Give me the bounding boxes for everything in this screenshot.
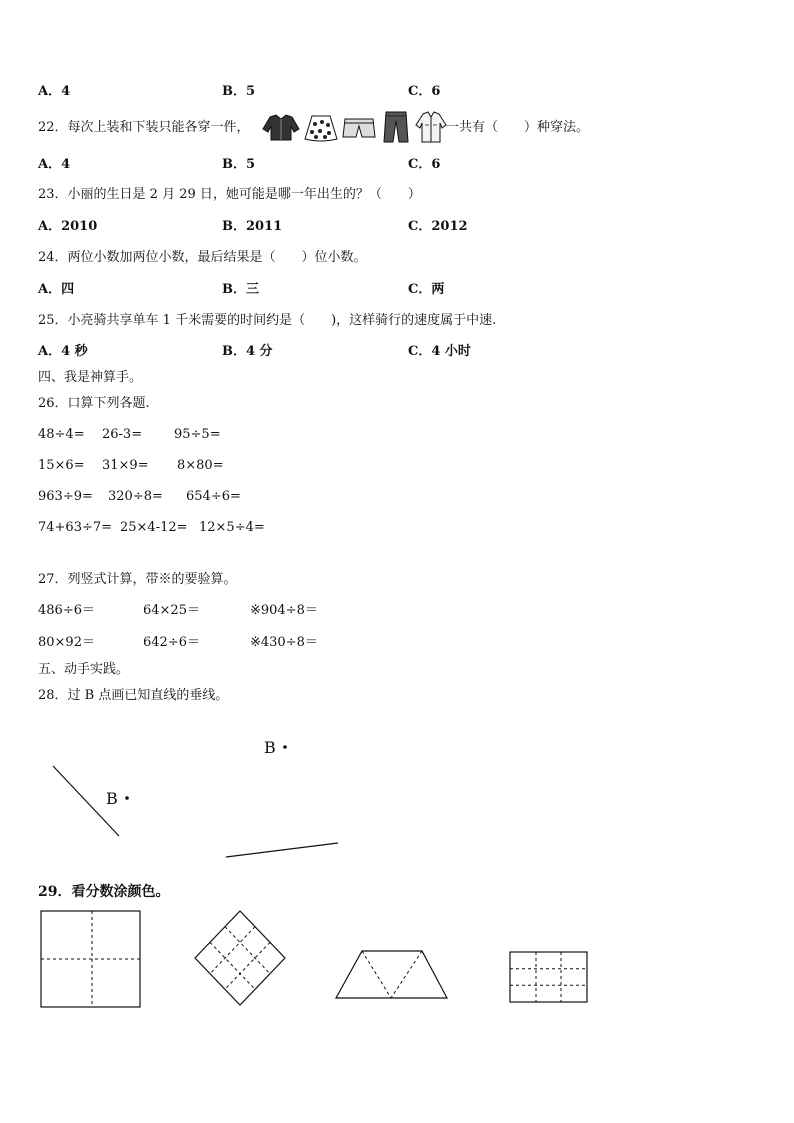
q28-figure xyxy=(0,720,400,870)
fraction-diamond xyxy=(195,911,285,1005)
fraction-square xyxy=(41,911,140,1007)
point-b-1 xyxy=(125,796,129,800)
q26-row3-item3: 654÷6= xyxy=(186,489,241,504)
q22-option-b: B．5 xyxy=(222,157,256,172)
q27-text: 27．列竖式计算，带※的要验算。 xyxy=(38,572,237,587)
q26-row1-item3: 95÷5= xyxy=(174,427,221,442)
trousers-icon xyxy=(383,111,409,143)
q24-option-c: C．两 xyxy=(408,282,445,297)
q24-text: 24．两位小数加两位小数，最后结果是（ ）位小数。 xyxy=(38,250,367,265)
q26-text: 26．口算下列各题. xyxy=(38,396,150,411)
jacket-icon xyxy=(262,113,300,141)
q27-row2-item1: 80×92＝ xyxy=(38,635,95,650)
q26-row2-item1: 15×6= xyxy=(38,458,85,473)
q26-row2-item3: 8×80= xyxy=(177,458,224,473)
q27-row1-item1: 486÷6＝ xyxy=(38,603,95,618)
q21-option-c: C．6 xyxy=(408,84,441,99)
q28-text: 28．过 B 点画已知直线的垂线。 xyxy=(38,688,229,703)
shirt-icon xyxy=(415,111,447,143)
q23-option-a: A．2010 xyxy=(38,219,98,234)
q27-row2-item3: ※430÷8＝ xyxy=(250,635,318,650)
q26-row4-item3: 12×5÷4= xyxy=(199,520,265,535)
q26-row3-item1: 963÷9= xyxy=(38,489,93,504)
q24-option-b: B．三 xyxy=(222,282,259,297)
q25-option-c: C．4 小时 xyxy=(408,344,471,359)
q26-row1-item1: 48÷4= xyxy=(38,427,85,442)
point-b-2 xyxy=(283,745,287,749)
q21-option-a: A．4 xyxy=(38,84,71,99)
q25-option-a: A．4 秒 xyxy=(38,344,88,359)
point-b-label-1: B xyxy=(106,789,118,808)
section-4-heading: 四、我是神算手。 xyxy=(38,370,143,385)
q29-figures xyxy=(0,905,620,1015)
q27-row2-item2: 642÷6＝ xyxy=(143,635,200,650)
fraction-trapezoid xyxy=(336,951,447,998)
q23-option-b: B．2011 xyxy=(222,219,283,234)
q24-option-a: A．四 xyxy=(38,282,75,297)
q22-option-a: A．4 xyxy=(38,157,71,172)
q23-option-c: C．2012 xyxy=(408,219,468,234)
given-line-2 xyxy=(226,843,338,857)
q27-row1-item3: ※904÷8＝ xyxy=(250,603,318,618)
q26-row4-item2: 25×4-12= xyxy=(120,520,188,535)
q22-text-before: 22．每次上装和下装只能各穿一件， xyxy=(38,120,250,135)
q27-row1-item2: 64×25＝ xyxy=(143,603,200,618)
q21-option-b: B．5 xyxy=(222,84,256,99)
q26-row2-item2: 31×9= xyxy=(102,458,149,473)
q26-row3-item2: 320÷8= xyxy=(108,489,163,504)
q25-option-b: B．4 分 xyxy=(222,344,273,359)
fraction-rectangle xyxy=(510,952,587,1002)
q26-row4-item1: 74+63÷7= xyxy=(38,520,113,535)
point-b-label-2: B xyxy=(264,738,276,757)
q26-row1-item2: 26-3= xyxy=(102,427,143,442)
q22-option-c: C．6 xyxy=(408,157,441,172)
q23-text: 23．小丽的生日是 2 月 29 日，她可能是哪一年出生的？（ ） xyxy=(38,187,421,202)
q22-text-after: 一共有（ ）种穿法。 xyxy=(446,120,590,135)
skirt-icon xyxy=(303,114,339,142)
section-5-heading: 五、动手实践。 xyxy=(38,662,130,677)
q25-text: 25．小亮骑共享单车 1 千米需要的时间约是（ )，这样骑行的速度属于中速. xyxy=(38,313,497,328)
q29-text: 29．看分数涂颜色。 xyxy=(38,884,170,900)
shorts-icon xyxy=(342,117,376,139)
